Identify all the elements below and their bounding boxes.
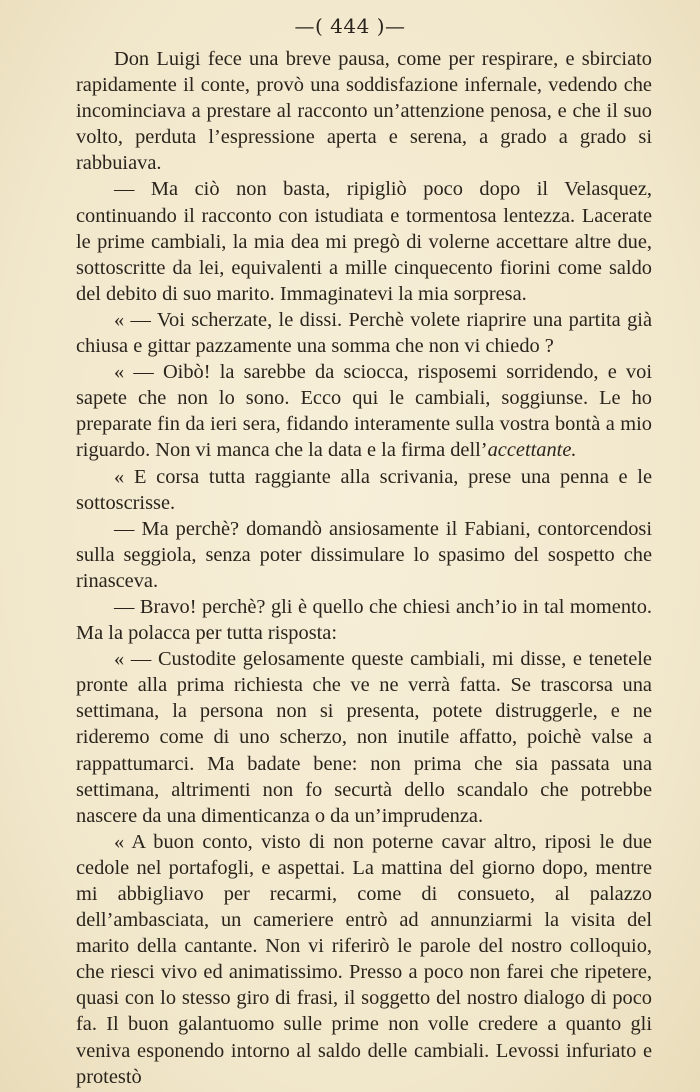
paragraph-2: — Ma ciò non basta, ripigliò poco dopo il Velasquez, continuando il racconto con istudiata e tormentosa lentezza. Lacerate le prime cambiali, la mia dea mi pregò di volerne accettare altre due, sottoscritte da lei, equivalenti a mille cinquecento fiorini come saldo del debito di suo marito. Immaginatevi la mia sorpresa. xyxy=(76,178,652,305)
paragraph-1: Don Luigi fece una breve pausa, come per respirare, e sbirciato rapidamente il conte, provò una soddisfazione infernale, vedendo che incominciava a prestare al racconto un’attenzione penosa, e che il suo volto, perduta l’espressione aperta e serena, a grado a grado si rabbuiava. xyxy=(76,48,652,175)
paragraph-7: — Bravo! perchè? gli è quello che chiesi anch’io in tal momento. Ma la polacca per tutta risposta: xyxy=(76,595,652,645)
page-number: —( 444 )— xyxy=(294,14,406,38)
paragraph-4-text: « — Oibò! la sarebbe da sciocca, risposemi sorridendo, e voi sapete che non lo sono. Ecco qui le cambiali, soggiunse. Le ho preparate fin da ieri sera, fidando interamente sulla vostra bontà a mio riguardo. Non vi manca che la data e la firma dell’ xyxy=(76,361,652,462)
paragraph-6: — Ma perchè? domandò ansiosamente il Fabiani, contorcendosi sulla seggiola, senza poter dissimulare lo spasimo del sospetto che rinasceva. xyxy=(76,517,652,592)
italic-word: accettante. xyxy=(487,439,577,462)
paragraph-5: « E corsa tutta raggiante alla scrivania, prese una penna e le sottoscrisse. xyxy=(76,465,652,514)
paragraph-9: « A buon conto, visto di non poterne cavar altro, riposi le due cedole nel portafogli, e aspettai. La mattina del giorno dopo, mentre mi abbigliavo per recarmi, come di consueto, al palazzo dell’ambasciata, un cameriere entrò ad annunziarmi la visita del marito della cantante. Non vi riferirò le parole del nostro colloquio, che riesci vivo ed animatissimo. Presso a poco non farei che ripetere, quasi con lo stesso giro di frasi, il soggetto del nostro dialogo di poco fa. Il buon galantuomo sulle prime non volle credere a quanto gli veniva esponendo intorno al saldo delle cambiali. Levossi infuriato e protestò xyxy=(76,830,652,1088)
paragraph-8: « — Custodite gelosamente queste cambiali, mi disse, e tenetele pronte alla prima richiesta che ve ne verrà fatta. Se trascorsa una settimana, la persona non si presenta, potete distruggerle, e ne rideremo come di uno scherzo, non inutile affatto, poichè valse a rappattumarci. Ma badate bene: non prima che sia passata una settimana, altrimenti non fo securtà dello scandalo che potrebbe nascere da una dimenticanza o da un’imprudenza. xyxy=(76,648,652,827)
paragraph-4 xyxy=(76,359,652,463)
body-text xyxy=(76,46,652,1090)
paragraph-3: « — Voi scherzate, le dissi. Perchè volete riaprire una partita già chiusa e gittar pazzamente una somma che non vi chiedo ? xyxy=(76,308,652,358)
